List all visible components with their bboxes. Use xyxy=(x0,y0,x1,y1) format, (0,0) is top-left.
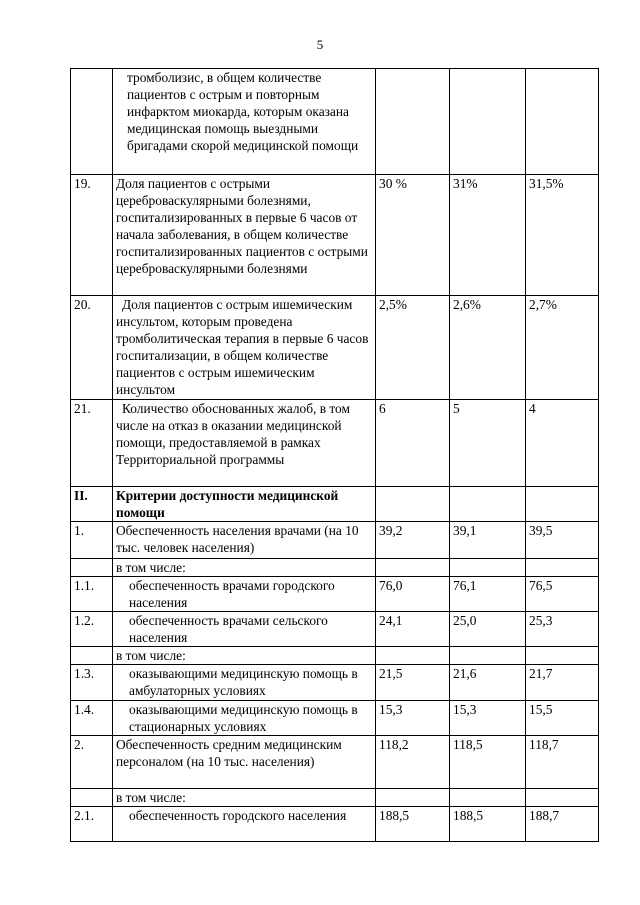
value-col-3 xyxy=(526,487,599,522)
criterion-name: Обеспеченность средним медицинским персоналом (на 10 тыс. населения) xyxy=(113,736,376,789)
criterion-name-text: оказывающими медицинскую помощь в амбулаторных условиях xyxy=(129,666,358,698)
value-col-2 xyxy=(450,69,526,175)
page-number: 5 xyxy=(316,37,324,52)
section-number: II. xyxy=(71,487,113,522)
value-col-1: 30 % xyxy=(376,175,450,296)
value-col-3: 118,7 xyxy=(526,736,599,789)
criterion-name xyxy=(113,665,376,701)
value-col-1: 24,1 xyxy=(376,612,450,647)
value-col-1 xyxy=(376,647,450,665)
value-col-2: 188,5 xyxy=(450,807,526,842)
value-col-1: 15,3 xyxy=(376,701,450,736)
row-number: 19. xyxy=(71,175,113,296)
value-col-1: 76,0 xyxy=(376,577,450,612)
value-col-3: 31,5% xyxy=(526,175,599,296)
value-col-1 xyxy=(376,559,450,577)
value-col-2: 25,0 xyxy=(450,612,526,647)
value-col-3: 188,7 xyxy=(526,807,599,842)
row-number: 1. xyxy=(71,522,113,559)
criterion-name xyxy=(113,612,376,647)
table-row xyxy=(71,612,599,647)
subheading-row xyxy=(71,559,599,577)
value-col-2 xyxy=(450,789,526,807)
value-col-3 xyxy=(526,647,599,665)
value-col-1: 6 xyxy=(376,400,450,487)
criterion-name-text: Доля пациентов с острым ишемическим инсультом, которым проведена тромболитическая терапия в первые 6 часов госпитализации, в общем количестве пациентов с острым ишемическим инсультом xyxy=(116,297,369,397)
row-number: 1.2. xyxy=(71,612,113,647)
table-row xyxy=(71,296,599,400)
value-col-1 xyxy=(376,487,450,522)
value-col-1: 188,5 xyxy=(376,807,450,842)
section-header-row xyxy=(71,487,599,522)
value-col-1 xyxy=(376,69,450,175)
row-number: 21. xyxy=(71,400,113,487)
criterion-name xyxy=(113,577,376,612)
row-number: 2.1. xyxy=(71,807,113,842)
subheading-label: в том числе: xyxy=(113,647,376,665)
row-number: 20. xyxy=(71,296,113,400)
value-col-2 xyxy=(450,559,526,577)
value-col-3: 39,5 xyxy=(526,522,599,559)
criterion-name: Доля пациентов с острыми цереброваскулярными болезнями, госпитализированных в первые 6 часов от начала заболевания, в общем количестве госпитализированных пациентов с острыми цереброваскулярными болезнями xyxy=(113,175,376,296)
table-row xyxy=(71,400,599,487)
value-col-2: 118,5 xyxy=(450,736,526,789)
table-row xyxy=(71,69,599,175)
value-col-2: 2,6% xyxy=(450,296,526,400)
value-col-1: 2,5% xyxy=(376,296,450,400)
table-row xyxy=(71,807,599,842)
value-col-1: 21,5 xyxy=(376,665,450,701)
row-number xyxy=(71,789,113,807)
value-col-2: 76,1 xyxy=(450,577,526,612)
criterion-name-text: Количество обоснованных жалоб, в том числе на отказ в оказании медицинской помощи, предоставляемой в рамках Территориальной программы xyxy=(116,401,350,467)
criterion-name: тромболизис, в общем количестве пациентов с острым и повторным инфарктом миокарда, которым оказана медицинская помощь выездными бригадами скорой медицинской помощи xyxy=(113,69,376,175)
criterion-name: Обеспеченность населения врачами (на 10 тыс. человек населения) xyxy=(113,522,376,559)
criteria-table xyxy=(70,68,599,842)
row-number: 1.3. xyxy=(71,665,113,701)
value-col-3 xyxy=(526,69,599,175)
value-col-3: 15,5 xyxy=(526,701,599,736)
table-row xyxy=(71,736,599,789)
table-row xyxy=(71,522,599,559)
criterion-name-text: обеспеченность городского населения xyxy=(129,808,347,823)
value-col-1: 118,2 xyxy=(376,736,450,789)
table-row xyxy=(71,665,599,701)
value-col-3: 21,7 xyxy=(526,665,599,701)
value-col-3: 76,5 xyxy=(526,577,599,612)
section-title: Критерии доступности медицинской помощи xyxy=(113,487,376,522)
value-col-2: 21,6 xyxy=(450,665,526,701)
value-col-1 xyxy=(376,789,450,807)
row-number: 1.4. xyxy=(71,701,113,736)
value-col-3: 2,7% xyxy=(526,296,599,400)
subheading-label: в том числе: xyxy=(113,559,376,577)
table-row xyxy=(71,175,599,296)
criterion-name-text: обеспеченность врачами городского населения xyxy=(129,578,335,610)
subheading-row xyxy=(71,647,599,665)
subheading-label: в том числе: xyxy=(113,789,376,807)
criterion-name xyxy=(113,400,376,487)
table-row xyxy=(71,701,599,736)
value-col-2 xyxy=(450,647,526,665)
value-col-2 xyxy=(450,487,526,522)
criterion-name-text: оказывающими медицинскую помощь в стационарных условиях xyxy=(129,702,358,734)
row-number: 1.1. xyxy=(71,577,113,612)
row-number: 2. xyxy=(71,736,113,789)
value-col-2: 39,1 xyxy=(450,522,526,559)
value-col-3 xyxy=(526,789,599,807)
value-col-3: 25,3 xyxy=(526,612,599,647)
value-col-2: 5 xyxy=(450,400,526,487)
value-col-2: 15,3 xyxy=(450,701,526,736)
row-number xyxy=(71,69,113,175)
criterion-name-text: обеспеченность врачами сельского населения xyxy=(129,613,328,645)
row-number xyxy=(71,647,113,665)
criterion-name xyxy=(113,701,376,736)
value-col-3: 4 xyxy=(526,400,599,487)
subheading-row xyxy=(71,789,599,807)
criterion-name xyxy=(113,807,376,842)
criterion-name xyxy=(113,296,376,400)
value-col-2: 31% xyxy=(450,175,526,296)
value-col-1: 39,2 xyxy=(376,522,450,559)
row-number xyxy=(71,559,113,577)
table-row xyxy=(71,577,599,612)
value-col-3 xyxy=(526,559,599,577)
